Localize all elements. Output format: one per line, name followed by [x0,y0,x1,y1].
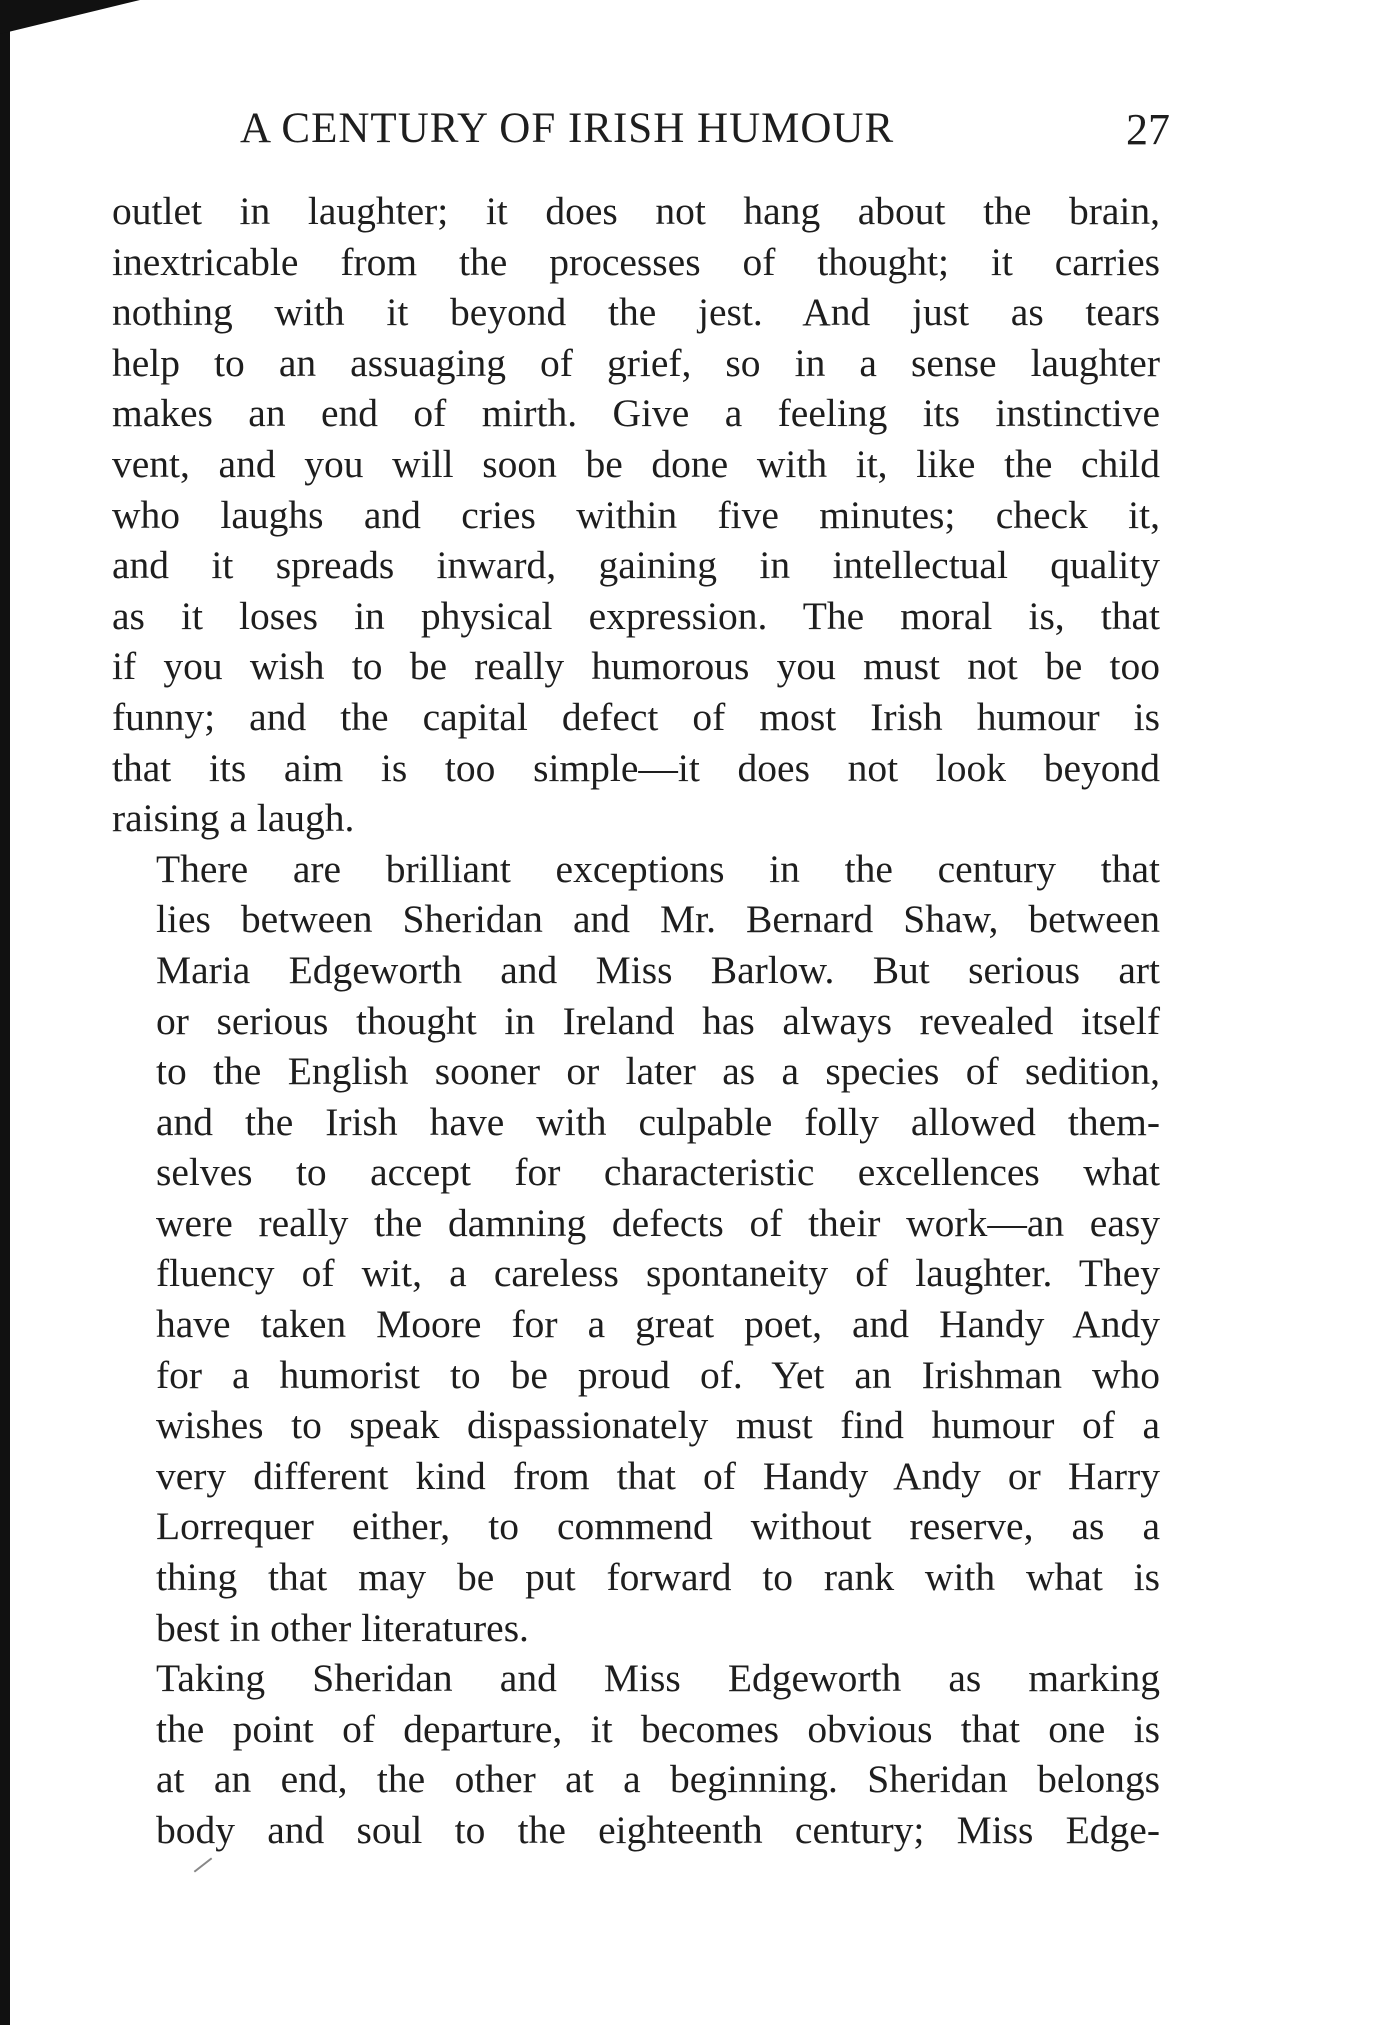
text-line: best in other literatures. [156,1605,529,1650]
paragraph-2 [112,844,1160,1654]
body-text [112,186,1160,1856]
text-line: have taken Moore for a great poet, and Handy Andy [156,1302,1160,1347]
text-line: Lorrequer either, to commend without reserve, as a [156,1504,1160,1549]
text-line: and it spreads inward, gaining in intellectual quality [112,543,1160,588]
text-line: fluency of wit, a careless spontaneity of laughter. They [156,1251,1160,1296]
page-header [240,96,1170,166]
paragraph-1 [112,186,1160,844]
text-line: to the English sooner or later as a species of sedition, [156,1049,1160,1094]
text-line: as it loses in physical expression. The moral is, that [112,593,1160,638]
text-line: help to an assuaging of grief, so in a sense laughter [112,340,1160,385]
text-line: vent, and you will soon be done with it, like the child [112,441,1160,486]
text-line: body and soul to the eighteenth century; Miss Edge- [156,1808,1160,1852]
running-title: A CENTURY OF IRISH HUMOUR [240,105,895,152]
text-line: Taking Sheridan and Miss Edgeworth as marking [156,1656,1160,1701]
text-line: were really the damning defects of their work—an easy [156,1200,1160,1245]
text-line: funny; and the capital defect of most Irish humour is [112,694,1160,739]
text-line: inextricable from the processes of thought; it carries [112,239,1160,284]
text-line: wishes to speak dispassionately must find humour of a [156,1403,1160,1448]
text-line: and the Irish have with culpable folly allowed them- [156,1099,1160,1144]
page-number: 27 [1126,105,1170,154]
text-line: the point of departure, it becomes obvious that one is [156,1706,1160,1751]
text-line: There are brilliant exceptions in the century that [156,846,1160,891]
text-line: if you wish to be really humorous you must not be too [112,644,1160,689]
paragraph-3 [112,1653,1160,1855]
text-line: thing that may be put forward to rank with what is [156,1555,1160,1600]
text-line: very different kind from that of Handy Andy or Harry [156,1453,1160,1498]
text-line: outlet in laughter; it does not hang about the brain, [112,189,1160,233]
text-line: at an end, the other at a beginning. Sheridan belongs [156,1757,1160,1802]
text-line: lies between Sheridan and Mr. Bernard Shaw, between [156,897,1160,942]
text-line: Maria Edgeworth and Miss Barlow. But serious art [156,947,1160,992]
text-line: raising a laugh. [112,796,355,841]
text-line: makes an end of mirth. Give a feeling its instinctive [112,391,1160,436]
text-line: or serious thought in Ireland has always revealed itself [156,998,1160,1043]
text-line: nothing with it beyond the jest. And just as tears [112,290,1160,335]
page-binding-edge [0,14,10,2025]
text-line: selves to accept for characteristic excellences what [156,1150,1160,1195]
page-binding-corner [0,0,140,34]
text-line: for a humorist to be proud of. Yet an Irishman who [156,1352,1160,1397]
text-line: who laughs and cries within five minutes; check it, [112,492,1160,537]
pencil-mark [194,1857,213,1872]
text-line: that its aim is too simple—it does not look beyond [112,745,1160,790]
